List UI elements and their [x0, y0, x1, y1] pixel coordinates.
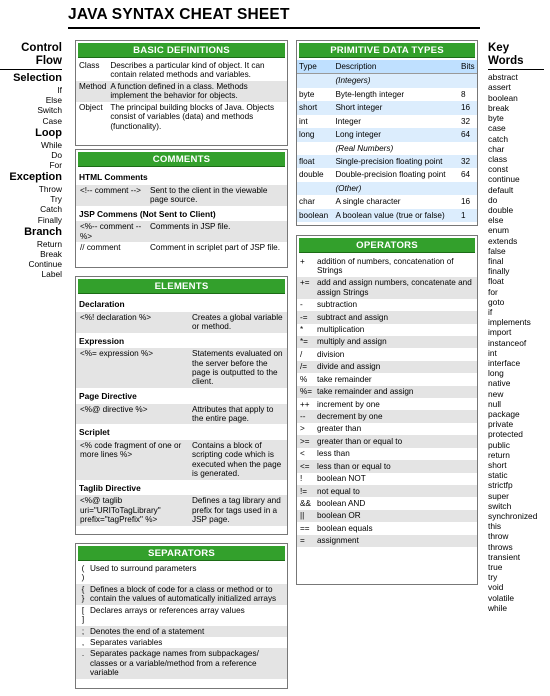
- separator-desc: Separates variables: [90, 637, 163, 647]
- type-row: [297, 155, 477, 168]
- operator-symbol: <: [300, 449, 305, 459]
- definition-row: [76, 60, 287, 81]
- operator-symbol: /: [300, 349, 303, 359]
- column-header: Description: [333, 60, 459, 74]
- operator-symbol: --: [297, 410, 315, 422]
- elements-subheading: Taglib Directive: [79, 482, 141, 493]
- type-group-row: [297, 182, 477, 195]
- divider: [0, 69, 62, 70]
- control-flow-item: Else: [45, 95, 62, 106]
- type-bits: 64: [461, 170, 471, 180]
- operator-desc: addition of numbers, concatenation of Strings: [317, 256, 454, 275]
- operator-row: [297, 535, 477, 547]
- keyword-item: enum: [488, 225, 509, 236]
- comments-box: [75, 149, 288, 268]
- type-row: [297, 101, 477, 114]
- operators-box: [296, 235, 478, 585]
- control-flow-item: Return: [36, 238, 62, 249]
- separator-row: [76, 637, 287, 648]
- operator-desc: boolean NOT: [317, 474, 366, 484]
- key-words-heading: Words: [488, 54, 524, 67]
- operator-row: [297, 497, 477, 509]
- separators-box: [75, 543, 288, 689]
- elements-box: [75, 276, 288, 535]
- operator-desc: multiplication: [317, 325, 365, 335]
- operator-row: [297, 473, 477, 485]
- operator-row: [297, 522, 477, 534]
- keyword-item: goto: [488, 296, 505, 307]
- type-group-label: (Real Numbers): [335, 143, 394, 153]
- keyword-item: extends: [488, 235, 518, 246]
- keyword-item: static: [488, 470, 508, 481]
- comment-syntax: // comment: [80, 243, 121, 252]
- elements-subheading: Page Directive: [79, 390, 137, 401]
- operator-symbol: /=: [297, 361, 315, 373]
- divider: [488, 69, 544, 70]
- operator-desc: subtract and assign: [315, 311, 477, 323]
- operator-desc: less than or equal to: [315, 460, 477, 472]
- keyword-item: finally: [488, 266, 510, 277]
- control-flow-heading: Control: [21, 42, 62, 54]
- element-row: [76, 440, 287, 480]
- operator-desc: assignment: [315, 535, 477, 547]
- separator-symbol: ( ): [81, 564, 85, 583]
- comments-subheading: JSP Commens (Not Sent to Client): [79, 208, 216, 219]
- operator-symbol: &&: [300, 498, 311, 508]
- separator-desc: Declares arrays or references array values: [90, 605, 245, 615]
- operator-desc: boolean equals: [317, 523, 373, 533]
- operator-desc: less than: [317, 449, 350, 459]
- separator-symbol: ;: [81, 626, 85, 636]
- control-flow-item: Try: [50, 194, 62, 205]
- keyword-item: boolean: [488, 92, 518, 103]
- operator-symbol: *: [300, 325, 304, 335]
- primitive-types-box: [296, 40, 478, 226]
- elements-heading: ELEMENTS: [78, 279, 285, 294]
- column-header: Bits: [459, 60, 477, 74]
- type-name: long: [299, 130, 315, 140]
- type-desc: A boolean value (true or false): [335, 210, 445, 220]
- keyword-item: int: [488, 347, 497, 358]
- element-desc: Contains a block of scripting code which is executed when the page is generated.: [192, 441, 282, 479]
- keyword-item: while: [488, 602, 508, 613]
- type-cell: [297, 182, 333, 195]
- operator-row: [297, 255, 477, 277]
- operator-desc: boolean OR: [315, 510, 477, 522]
- operator-row: [297, 324, 477, 336]
- separator-symbol: .: [81, 649, 85, 659]
- keyword-item: false: [488, 245, 506, 256]
- operators-heading: OPERATORS: [299, 238, 475, 253]
- operator-desc: division: [317, 349, 345, 359]
- control-flow-category: Selection: [13, 72, 62, 85]
- type-bits: 32: [461, 156, 471, 166]
- operator-symbol: <=: [297, 460, 315, 472]
- type-group-label: (Other): [335, 183, 362, 193]
- type-name: double: [299, 170, 324, 180]
- type-cell: [297, 142, 333, 155]
- definition-term: Class: [79, 61, 100, 70]
- keyword-item: char: [488, 143, 505, 154]
- operator-row: [297, 336, 477, 348]
- keyword-item: package: [488, 408, 520, 419]
- definition-desc: Describes a particular kind of object. It can contain related methods and variables.: [110, 61, 265, 80]
- type-name: float: [299, 156, 315, 166]
- control-flow-heading: Flow: [35, 54, 62, 67]
- comment-desc: Sent to the client in the viewable page source.: [150, 185, 268, 205]
- operator-row: [297, 361, 477, 373]
- keyword-item: public: [488, 439, 510, 450]
- keyword-item: try: [488, 572, 498, 583]
- separator-symbol: { }: [81, 584, 85, 604]
- basic-definitions-box: [75, 40, 288, 146]
- type-cell: [297, 74, 333, 88]
- operator-symbol: >=: [297, 435, 315, 447]
- comment-row: [76, 242, 287, 253]
- element-syntax: <% code fragment of one or more lines %>: [80, 441, 182, 460]
- operator-symbol: !=: [297, 485, 315, 497]
- keyword-item: private: [488, 419, 514, 430]
- control-flow-item: Continue: [28, 259, 62, 270]
- operator-row: [297, 435, 477, 447]
- operator-row: [297, 448, 477, 460]
- comments-subheading: HTML Comments: [79, 172, 148, 182]
- separator-row: [76, 563, 287, 584]
- comment-row: [76, 185, 287, 206]
- operator-symbol: +: [300, 256, 305, 266]
- separator-desc: Defines a block of code for a class or method or to contain the values of automatically initialized arrays: [90, 584, 277, 604]
- operator-row: [297, 277, 477, 299]
- definition-row: [76, 102, 287, 132]
- primitive-types-heading: PRIMITIVE DATA TYPES: [299, 43, 475, 58]
- keyword-item: break: [488, 102, 509, 113]
- control-flow-item: Throw: [38, 183, 62, 194]
- element-row: [76, 495, 287, 525]
- type-row: [297, 195, 477, 208]
- operator-symbol: %: [300, 374, 308, 384]
- element-desc: Attributes that apply to the entire page.: [192, 404, 274, 423]
- type-name: short: [299, 103, 318, 113]
- keyword-item: default: [488, 184, 514, 195]
- separator-desc: Separates package names from subpackages/ classes or a variable/method from a reference variable: [90, 649, 259, 678]
- control-flow-category: Branch: [24, 225, 62, 238]
- definition-desc: The principal building blocks of Java. Objects consist of variables (data) and methods (functionality).: [110, 102, 275, 131]
- operator-row: [297, 460, 477, 472]
- comment-desc: Comments in JSP file.: [150, 222, 231, 232]
- keyword-item: native: [488, 378, 511, 389]
- operator-symbol: -=: [297, 311, 315, 323]
- key-words-column: [488, 42, 550, 613]
- keyword-item: float: [488, 276, 504, 287]
- keyword-item: final: [488, 255, 504, 266]
- separator-desc: Used to surround parameters: [90, 564, 197, 573]
- type-row: [297, 209, 477, 222]
- control-flow-item: Switch: [37, 105, 62, 116]
- operator-symbol: >: [300, 424, 305, 434]
- type-desc: A single character: [335, 197, 401, 207]
- type-bits: 8: [461, 89, 466, 99]
- type-name: byte: [299, 89, 315, 99]
- control-flow-item: Label: [41, 269, 62, 280]
- control-flow-category: Exception: [9, 171, 62, 184]
- separators-heading: SEPARATORS: [78, 546, 285, 561]
- column-header: Type: [297, 60, 333, 74]
- control-flow-item: Catch: [40, 204, 62, 215]
- type-desc: Double-precision floating point: [335, 170, 446, 180]
- element-syntax: <%! declaration %>: [80, 312, 152, 322]
- page-title: JAVA SYNTAX CHEAT SHEET: [68, 6, 290, 23]
- keyword-item: protected: [488, 429, 523, 440]
- type-name: boolean: [299, 210, 329, 220]
- operator-symbol: *=: [297, 336, 315, 348]
- keyword-item: continue: [488, 174, 520, 185]
- type-bits: 64: [461, 130, 471, 140]
- definition-term: Object: [79, 102, 103, 112]
- type-row: [297, 128, 477, 141]
- operator-desc: greater than or equal to: [315, 435, 477, 447]
- operator-desc: greater than: [317, 424, 362, 434]
- element-syntax: <%@ taglib uri="URIToTagLibrary" prefix="tagPrefix" %>: [80, 496, 161, 525]
- keyword-item: if: [488, 306, 493, 317]
- basic-definitions-heading: BASIC DEFINITIONS: [78, 43, 285, 58]
- keyword-item: catch: [488, 133, 509, 144]
- keyword-item: instanceof: [488, 337, 527, 348]
- type-name: int: [299, 116, 308, 126]
- keyword-item: throw: [488, 531, 509, 542]
- operator-row: [297, 299, 477, 311]
- operator-symbol: !: [300, 474, 303, 484]
- operator-symbol: ||: [297, 510, 315, 522]
- comment-desc: Comment in scriplet part of JSP file.: [150, 243, 280, 252]
- definition-desc: A function defined in a class. Methods implement the behavior for objects.: [110, 81, 248, 101]
- keyword-item: class: [488, 153, 508, 164]
- keyword-item: null: [488, 398, 502, 409]
- comment-syntax: <%-- comment --%>: [80, 222, 142, 241]
- element-row: [76, 312, 287, 333]
- operator-row: [297, 410, 477, 422]
- control-flow-item: Finally: [37, 214, 62, 225]
- keyword-item: do: [488, 194, 498, 205]
- key-words-heading: Key: [488, 42, 510, 54]
- separator-row: [76, 605, 287, 626]
- keyword-item: implements: [488, 317, 531, 328]
- control-flow-item: If: [57, 84, 62, 95]
- elements-subheading: Declaration: [79, 299, 125, 309]
- operator-row: [297, 485, 477, 497]
- operator-symbol: =: [297, 535, 315, 547]
- keyword-item: void: [488, 582, 504, 593]
- keyword-item: throws: [488, 541, 513, 552]
- elements-subheading: Scriplet: [79, 427, 110, 438]
- keyword-item: transient: [488, 551, 521, 562]
- element-desc: Creates a global variable or method.: [192, 312, 283, 332]
- bits-cell: [459, 142, 477, 155]
- type-bits: 32: [461, 116, 471, 126]
- keyword-item: byte: [488, 113, 504, 124]
- comments-heading: COMMENTS: [78, 152, 285, 167]
- element-desc: Statements evaluated on the server before the page is outputted to the client.: [192, 349, 283, 387]
- type-row: [297, 88, 477, 101]
- definition-row: [76, 81, 287, 102]
- comment-row: [76, 221, 287, 242]
- separator-symbol: [ ]: [81, 605, 85, 625]
- control-flow-item: Do: [51, 149, 62, 160]
- keyword-item: true: [488, 562, 503, 573]
- operator-desc: increment by one: [317, 399, 380, 409]
- keyword-item: abstract: [488, 72, 518, 83]
- control-flow-item: For: [49, 160, 62, 171]
- operator-symbol: +=: [297, 277, 315, 299]
- type-desc: Integer: [335, 116, 361, 126]
- keyword-item: new: [488, 388, 504, 399]
- keyword-item: const: [488, 164, 509, 175]
- keyword-item: strictfp: [488, 480, 513, 491]
- element-row: [76, 348, 287, 388]
- keyword-item: short: [488, 460, 507, 470]
- element-syntax: <%= expression %>: [80, 349, 154, 359]
- bits-cell: [459, 182, 477, 195]
- type-row: [297, 168, 477, 181]
- operator-desc: divide and assign: [315, 361, 477, 373]
- control-flow-column: [4, 42, 62, 280]
- title-rule: [68, 27, 480, 29]
- keyword-item: return: [488, 449, 510, 460]
- keyword-item: double: [488, 204, 514, 215]
- operator-desc: multiply and assign: [315, 336, 477, 348]
- keyword-item: interface: [488, 357, 521, 368]
- operator-symbol: %=: [297, 386, 315, 398]
- keyword-item: assert: [488, 82, 511, 93]
- type-bits: 1: [461, 210, 466, 220]
- operator-desc: not equal to: [315, 485, 477, 497]
- operator-desc: take remainder and assign: [315, 386, 477, 398]
- operator-desc: take remainder: [317, 374, 372, 384]
- separator-desc: Denotes the end of a statement: [90, 626, 205, 636]
- operator-row: [297, 423, 477, 435]
- keyword-item: long: [488, 368, 504, 379]
- element-row: [76, 404, 287, 425]
- operator-desc: boolean AND: [317, 498, 366, 508]
- operator-symbol: ==: [300, 523, 310, 533]
- control-flow-category: Loop: [35, 126, 62, 139]
- operator-symbol: ++: [300, 399, 310, 409]
- type-name: char: [299, 197, 315, 207]
- type-group-row: [297, 142, 477, 155]
- operator-symbol: -: [300, 300, 303, 310]
- operator-row: [297, 398, 477, 410]
- separator-row: [76, 626, 287, 637]
- definition-term: Method: [79, 81, 107, 91]
- keyword-item: this: [488, 521, 502, 532]
- elements-subheading: Expression: [79, 335, 125, 346]
- control-flow-item: While: [41, 139, 62, 150]
- operator-row: [297, 311, 477, 323]
- type-desc: Single-precision floating point: [335, 156, 443, 166]
- operator-row: [297, 386, 477, 398]
- keyword-item: super: [488, 490, 509, 501]
- type-desc: Byte-length integer: [335, 89, 405, 99]
- bits-cell: [459, 74, 477, 88]
- keyword-item: case: [488, 123, 506, 134]
- control-flow-item: Case: [42, 115, 62, 126]
- operator-desc: subtraction: [317, 300, 358, 310]
- separator-row: [76, 648, 287, 678]
- type-bits: 16: [461, 103, 471, 113]
- control-flow-item: Break: [40, 248, 62, 259]
- type-desc: Long integer: [335, 130, 381, 140]
- keyword-item: switch: [488, 500, 512, 511]
- type-group-row: [297, 74, 477, 88]
- type-group-label: (Integers): [335, 76, 371, 86]
- operator-desc: decrement by one: [315, 410, 477, 422]
- operator-row: [297, 373, 477, 385]
- keyword-item: for: [488, 286, 498, 297]
- comment-syntax: <!-- comment -->: [80, 185, 141, 195]
- separator-symbol: ,: [81, 637, 85, 647]
- element-desc: Defines a tag library and prefix for tags used in a JSP page.: [192, 496, 281, 525]
- type-bits: 16: [461, 197, 471, 207]
- keyword-item: synchronized: [488, 511, 538, 522]
- separator-row: [76, 584, 287, 605]
- type-row: [297, 115, 477, 128]
- type-desc: Short integer: [335, 103, 383, 113]
- keyword-item: volatile: [488, 592, 515, 603]
- element-syntax: <%@ directive %>: [80, 404, 148, 414]
- keyword-item: else: [488, 215, 504, 226]
- keyword-item: import: [488, 327, 512, 338]
- operator-desc: add and assign numbers, concatenate and assign Strings: [315, 277, 477, 299]
- operator-row: [297, 510, 477, 522]
- operator-row: [297, 348, 477, 360]
